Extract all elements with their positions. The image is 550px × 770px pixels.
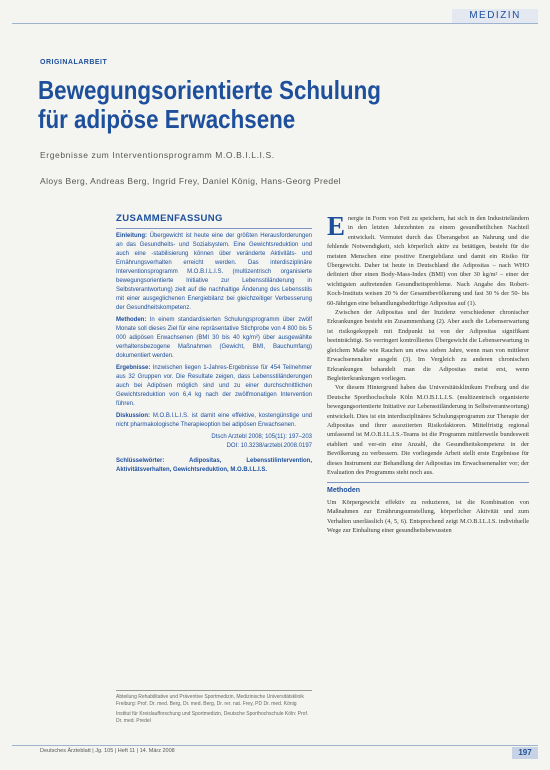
abstract-text-results: Inzwischen liegen 1-Jahres-Ergebnisse für 454 Teilnehmer aus 32 Gruppen vor. Die Resultate zeigen, dass Lebensstiländerungen auch bei Adipösen möglich sind und zu einer durchschnittlichen Gewichtsreduktion von 6,4 kg nach der zwölfmonatigen Intervention führen.: [116, 365, 312, 407]
title-line-1: Bewegungsorientierte Schulung: [38, 75, 381, 105]
body-paragraph: Vor diesem Hintergrund haben das Universitätsklinikum Freiburg und die Deutsche Sporthochschule Köln M.O.B.I.L.I.S. (multizentrisch organisierte bewegungsorientierte Initiative zur Lebensstiländerung in Selbstverantwortung) entwickelt. Dies ist ein interdisziplinäres Schulungsprogramm zur Therapie der Adipositas und ihrer assoziierten Risikofaktoren. Mittelfristig regional umfassend ist M.O.B.I.L.I.S.-Teams ist die Programm mittlerweile bundesweit etabliert und ver-ein eine Anzahl, die Gesundheitskompetenz in der Bevölkerung zu verbessern. Die vorliegende Arbeit stellt erste Ergebnisse für dieses Instrument zur Behandlung der Adipositas im Erwachsenenalter vor; der Evaluation des Programms steht noch aus.: [327, 384, 529, 476]
abstract-text-intro: Übergewicht ist heute eine der größten Herausforderungen an das Gesundheits- und Sozialsystem. Eine Gewichtsreduktion und auch eine -stabilisierung können über veränderte Aktivitäts- und Ernährungsverhalten erreicht werden. Das interdisziplinäre Interventionsprogramm M.O.B.I.L.I.S. (multizentrisch organisierte bewegungsorientierte Initiative zur Lebensstiländerung in Selbstverantwortung) zielt auf die nachhaltige Änderung des Lebensstils mit einer ausgeglichenen Energiebilanz bei gleichzeitiger Verbesserung der Gesundheitskompetenz.: [116, 233, 312, 311]
methods-heading: Methoden: [327, 482, 529, 495]
article-title: [38, 76, 451, 134]
body-text: nergie in Form von Fett zu speichern, hat sich in den Industrieländern in den letzten Jahrzehnten zu einem gesundheitlichen Nachteil entwickelt. Vermutet durch das Überangebot an Nahrung und die fehlende Notwendigkeit, sich körperlich aktiv zu betätigen, besteht für die meisten Menschen eine positive Energiebilanz und damit ein Risiko für Übergewicht. Daher ist heute in Deutschland die Adipositas – nach WHO definiert über einen Body-Mass-Index (BMI) von über 30 kg/m² – einer der wichtigsten auftretenden Gesundheitsprobleme. Nach Angabe des Robert-Koch-Instituts weisen 20 % der Gesamtbevölkerung und fast 30 % der 50- bis 60-Jährigen eine behandlungsbedürftige Adipositas auf (1).: [327, 215, 529, 307]
abstract-label-discussion: Diskussion:: [116, 413, 151, 419]
article-kicker: ORIGINALARBEIT: [40, 59, 108, 66]
abstract-discussion: [116, 412, 312, 430]
body-paragraph: Um Körpergewicht effektiv zu reduzieren, ist die Kombination von Maßnahmen zur Ernährungsumstellung, körperlicher Aktivität und zum Verhalten unerlässlich (4, 5, 6). Entsprechend zeigt M.O.B.I.L.I.S. individuelle Wege zur Einhaltung einer gesundheitsbewussten: [327, 498, 529, 534]
abstract-rule: [116, 228, 312, 229]
abstract-text-methods: In einem standardisierten Schulungsprogramm über zwölf Monate soll dieses Ziel für eine repräsentative Stichprobe von 4 800 bis 5 000 adipösen Erwachsenen (BMI 30 bis 40 kg/m²) über ausgewählte verhaltensbezogene Maßnahmen (Gewicht, BMI, Bauchumfang) dokumentiert werden.: [116, 317, 312, 359]
abstract-results: [116, 364, 312, 409]
page-number: 197: [512, 747, 538, 759]
abstract-box: [116, 213, 312, 478]
article-body: [327, 211, 529, 535]
footer-divider: [12, 745, 538, 746]
body-paragraph: Zwischen der Adipositas und der Inzidenz verschiedener chronischer Erkrankungen besteht ein Zusammenhang (2). Aber auch die Lebenserwartung ist risikogekoppelt mit Endpunkt ist von der Adipositas signifikant beeinträchtigt. So verringert kontrolliertes Übergewicht die Lebenserwartung in gleichem Maße wie Rauchen um etwa sieben Jahre, wenn man von mittlerer Erwachsenenalter ausgeht (3). Im Vergleich zu anderen chronischen Erkrankungen behandelt man die Adipositas meist erst, wenn Begleiterkrankungen vorliegen.: [327, 309, 529, 382]
abstract-label-intro: Einleitung:: [116, 233, 147, 239]
abstract-introduction: [116, 232, 312, 313]
keywords: Schlüsselwörter: Adipositas, Lebensstilintervention, Aktivitätsverhalten, Gewichtsreduktion, M.O.B.I.L.I.S.: [116, 458, 312, 473]
header-divider: [12, 23, 538, 24]
citation: Dtsch Arztebl 2008; 105(11): 197–203: [211, 434, 312, 440]
abstract-text-discussion: M.O.B.I.L.I.S. ist damit eine effektive, kostengünstige und nicht pharmakologische Therapieoption bei adipösen Erwachsenen.: [116, 413, 312, 428]
drop-cap: E: [327, 211, 346, 241]
abstract-heading: ZUSAMMENFASSUNG: [116, 213, 223, 224]
affiliation-divider: [116, 690, 312, 691]
journal-footer: Deutsches Ärzteblatt | Jg. 105 | Heft 11 | 14. März 2008: [40, 748, 175, 754]
author-list: Aloys Berg, Andreas Berg, Ingrid Frey, Daniel König, Hans-Georg Predel: [40, 176, 341, 186]
affiliations: [116, 694, 312, 728]
title-line-2: für adipöse Erwachsene: [38, 104, 296, 134]
doi: DOI: 10.3238/arztebl.2008.0197: [226, 443, 312, 449]
abstract-label-methods: Methoden:: [116, 317, 147, 323]
section-label: MEDIZIN: [452, 9, 538, 23]
article-subtitle: Ergebnisse zum Interventionsprogramm M.O.B.I.L.I.S.: [40, 150, 275, 160]
abstract-label-results: Ergebnisse:: [116, 365, 151, 371]
body-paragraph: [327, 211, 529, 308]
affiliation-2: Institut für Kreislaufforschung und Sportmedizin, Deutsche Sporthochschule Köln: Prof. Dr. med. Predel: [116, 711, 309, 724]
abstract-methods: [116, 316, 312, 361]
affiliation-1: Abteilung Rehabilitative und Präventive Sportmedizin, Medizinische Universitätsklinik Freiburg: Prof. Dr. med. Berg, Dr. med. Berg, Dr. rer. nat. Frey, PD Dr. med. König: [116, 694, 304, 707]
